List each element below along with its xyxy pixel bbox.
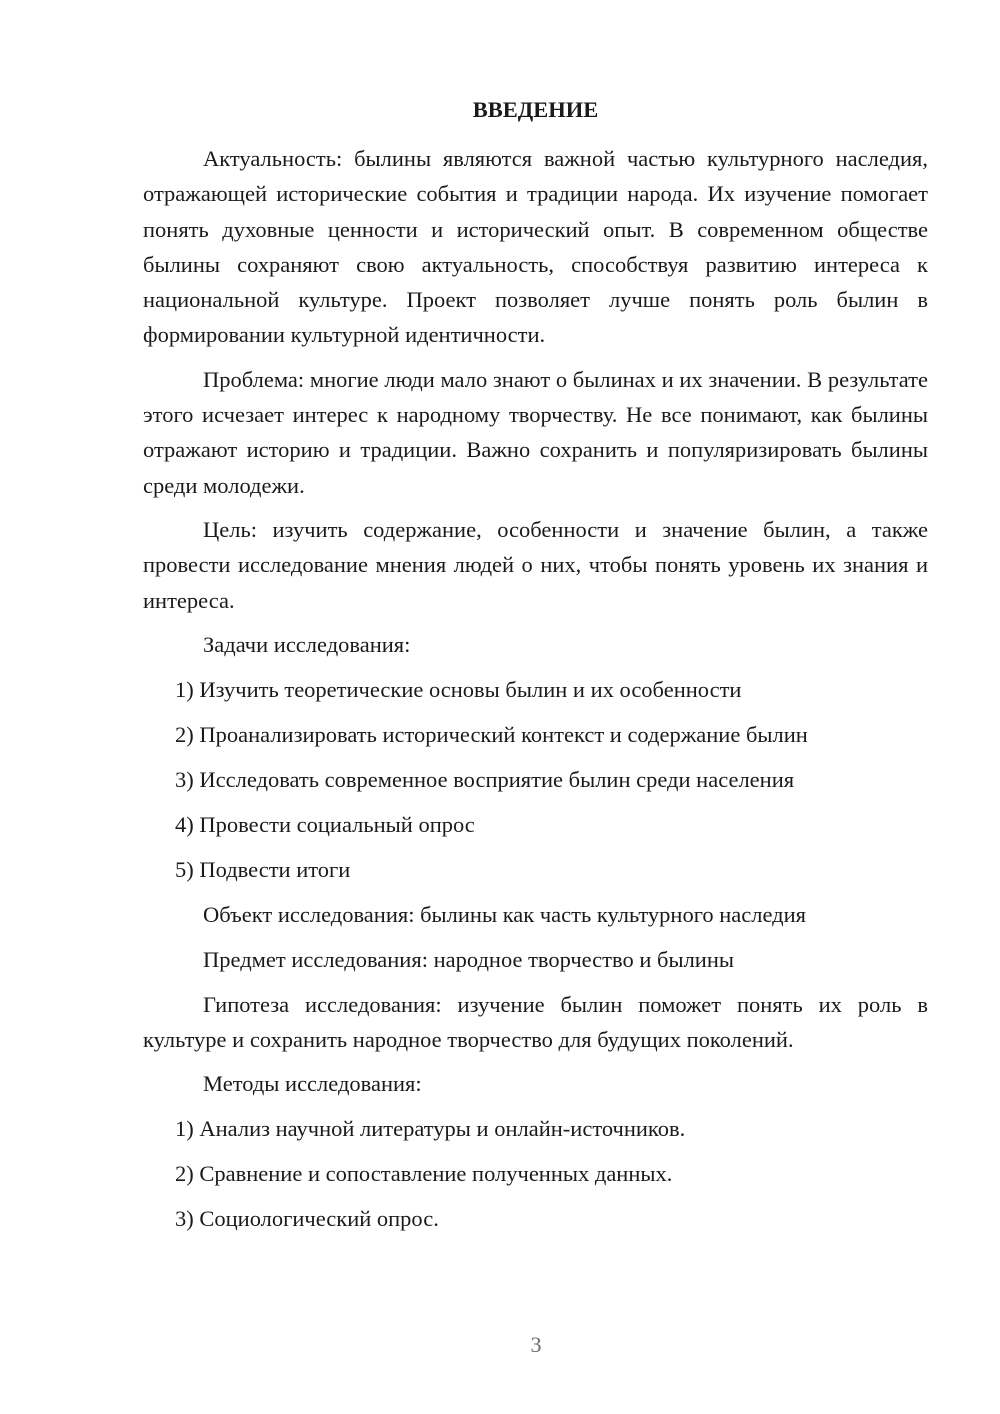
relevance-paragraph: Актуальность: былины являются важной частью культурного наследия, отражающей исторические события и традиции народа. Их изучение помогает понять духовные ценности и исторический опыт. В современном обществе былины сохраняют свою актуальность, способствуя развитию интереса к национальной культуре. Проект позволяет лучше понять роль былин в формировании культурной идентичности. <box>143 146 928 348</box>
task-item: 2) Проанализировать исторический контекст и содержание былин <box>175 721 808 747</box>
document-page <box>143 92 928 1246</box>
task-item: 5) Подвести итоги <box>175 856 351 882</box>
method-item: 2) Сравнение и сопоставление полученных данных. <box>175 1161 673 1187</box>
task-item: 1) Изучить теоретические основы былин и их особенности <box>175 676 742 702</box>
method-item: 1) Анализ научной литературы и онлайн-источников. <box>175 1116 686 1142</box>
research-subject: Предмет исследования: народное творчество и былины <box>203 946 735 972</box>
research-object: Объект исследования: былины как часть культурного наследия <box>203 901 807 927</box>
goal-paragraph: Цель: изучить содержание, особенности и значение былин, а также провести исследование мнения людей о них, чтобы понять уровень их знания и интереса. <box>143 516 928 613</box>
task-item: 4) Провести социальный опрос <box>175 811 475 837</box>
page-number: 3 <box>530 1332 542 1357</box>
tasks-heading: Задачи исследования: <box>203 631 411 657</box>
hypothesis-paragraph: Гипотеза исследования: изучение былин поможет понять их роль в культуре и сохранить народное творчество для будущих поколений. <box>143 991 928 1053</box>
methods-heading: Методы исследования: <box>203 1071 422 1097</box>
task-item: 3) Исследовать современное восприятие былин среди населения <box>175 766 795 792</box>
problem-paragraph: Проблема: многие люди мало знают о былинах и их значении. В результате этого исчезает интерес к народному творчеству. Не все понимают, как былины отражают историю и традиции. Важно сохранить и популяризировать былины среди молодежи. <box>143 366 928 498</box>
method-item: 3) Социологический опрос. <box>175 1206 439 1232</box>
page-title: ВВЕДЕНИЕ <box>472 97 599 122</box>
